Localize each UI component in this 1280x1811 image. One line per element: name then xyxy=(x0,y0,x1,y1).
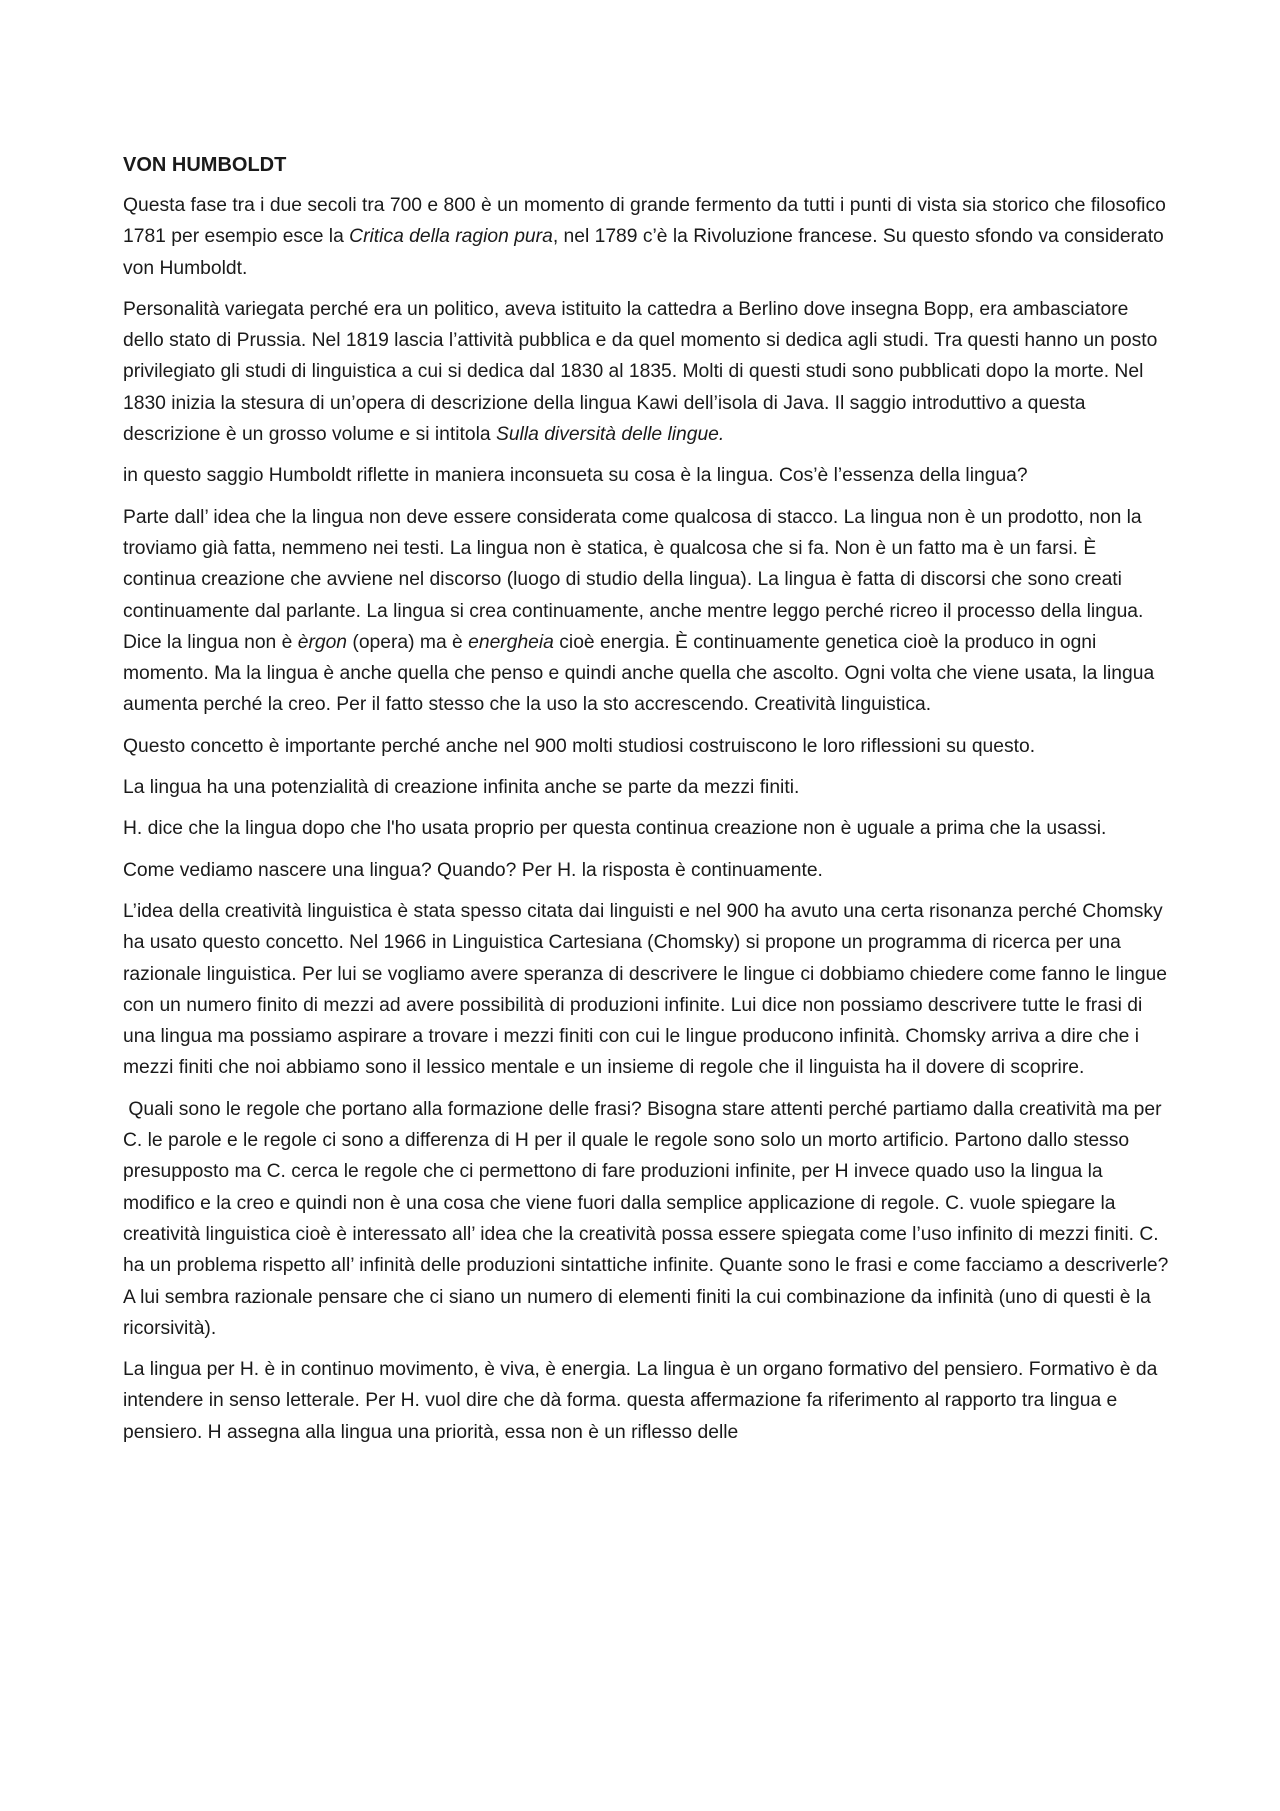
paragraph-2-essay-title: Sulla diversità delle lingue. xyxy=(495,424,725,446)
paragraph-3: in questo saggio Humboldt riflette in maniera inconsueta su cosa è la lingua. Cos’è l’essenza della lingua? xyxy=(123,465,1028,487)
paragraph-11: La lingua per H. è in continuo movimento, è viva, è energia. La lingua è un organo formativo del pensiero. Formativo è da intendere in senso letterale. Per H. vuol dire che dà forma. questa affermazione fa riferimento al rapporto tra lingua e pensiero. H assegna alla lingua una priorità, essa non è un riflesso delle xyxy=(123,1359,1158,1443)
paragraph-4-term-ergon: èrgon xyxy=(297,631,348,653)
paragraph-1-book-title: Critica della ragion pura xyxy=(349,226,553,248)
document-page xyxy=(123,150,1170,1458)
paragraph-10: Quali sono le regole che portano alla formazione delle frasi? Bisogna stare attenti perché partiamo dalla creatività ma per C. le parole e le regole ci sono a differenza di H per il quale le regole sono solo un morto artificio. Partono dallo stesso presupposto ma C. cerca le regole che ci permettono di fare produzioni infinite, per H invece quado uso la lingua la modifico e la creo e quindi non è una cosa che viene fuori dalla semplice applicazione di regole. C. vuole spiegare la creatività linguistica cioè è interessato all’ idea che la creatività possa essere spiegata come l’uso infinito di mezzi finiti. C. ha un problema rispetto all’ infinità delle produzioni sintattiche infinite. Quante sono le frasi e come facciamo a descriverle? A lui sembra razionale pensare che ci siano un numero di elementi finiti la cui combinazione da infinità (uno di questi è la ricorsività). xyxy=(123,1098,1169,1339)
paragraph-7: H. dice che la lingua dopo che l'ho usata proprio per questa continua creazione non è uguale a prima che la usassi. xyxy=(123,818,1107,840)
paragraph-4-term-energheia: energheia xyxy=(468,631,554,653)
paragraph-4-text-c: (opera) ma è xyxy=(347,631,469,653)
paragraph-9: L’idea della creatività linguistica è stata spesso citata dai linguisti e nel 900 ha avuto una certa risonanza perché Chomsky ha usato questo concetto. Nel 1966 in Linguistica Cartesiana (Chomsky) si propone un programma di ricerca per una razionale linguistica. Per lui se vogliamo avere speranza di descrivere le lingue ci dobbiamo chiedere come fanno le lingue con un numero finito di mezzi ad avere possibilità di produzioni infinite. Lui dice non possiamo descrivere tutte le frasi di una lingua ma possiamo aspirare a trovare i mezzi finiti con cui le lingue producono infinità. Chomsky arriva a dire che i mezzi finiti che noi abbiamo sono il lessico mentale e un insieme di regole che il linguista ha il dovere di scoprire. xyxy=(123,900,1167,1079)
paragraph-1-text-a: Questa fase tra i due secoli tra 700 e 800 è un momento di grande fermento da tutti i punti di vista sia storico che filosofico 1781 per esempio esce la xyxy=(123,195,1166,248)
paragraph-5: Questo concetto è importante perché anche nel 900 molti studiosi costruiscono le loro riflessioni su questo. xyxy=(123,735,1036,757)
paragraph-1-text-c: , nel 1789 c’è la Rivoluzione francese. Su questo sfondo va considerato von Humboldt. xyxy=(123,226,1164,279)
paragraph-6: La lingua ha una potenzialità di creazione infinita anche se parte da mezzi finiti. xyxy=(123,777,800,799)
paragraph-4-text-a: Parte dall’ idea che la lingua non deve essere considerata come qualcosa di stacco. La lingua non è un prodotto, non la troviamo già fatta, nemmeno nei testi. La lingua non è statica, è qualcosa che si fa. Non è un fatto ma è un farsi. È continua creazione che avviene nel discorso (luogo di studio della lingua). La lingua è fatta di discorsi che sono creati continuamente dal parlante. La lingua si crea continuamente, anche mentre leggo perché ricreo il processo della lingua. Dice la lingua non è xyxy=(123,506,1144,653)
paragraph-4-text-e: cioè energia. È continuamente genetica cioè la produco in ogni momento. Ma la lingua è anche quella che penso e quindi anche quella che ascolto. Ogni volta che viene usata, la lingua aumenta perché la creo. Per il fatto stesso che la uso la sto accrescendo. Creatività linguistica. xyxy=(123,631,1155,716)
paragraph-4 xyxy=(123,502,1170,721)
paragraph-1 xyxy=(123,190,1170,284)
paragraph-2 xyxy=(123,294,1170,450)
document-title: VON HUMBOLDT xyxy=(123,154,287,176)
paragraph-8: Come vediamo nascere una lingua? Quando? Per H. la risposta è continuamente. xyxy=(123,859,823,881)
paragraph-2-text-a: Personalità variegata perché era un politico, aveva istituito la cattedra a Berlino dove insegna Bopp, era ambasciatore dello stato di Prussia. Nel 1819 lascia l’attività pubblica e da quel momento si dedica agli studi. Tra questi hanno un posto privilegiato gli studi di linguistica a cui si dedica dal 1830 al 1835. Molti di questi studi sono pubblicati dopo la morte. Nel 1830 inizia la stesura di un’opera di descrizione della lingua Kawi dell’isola di Java. Il saggio introduttivo a questa descrizione è un grosso volume e si intitola xyxy=(123,298,1158,446)
